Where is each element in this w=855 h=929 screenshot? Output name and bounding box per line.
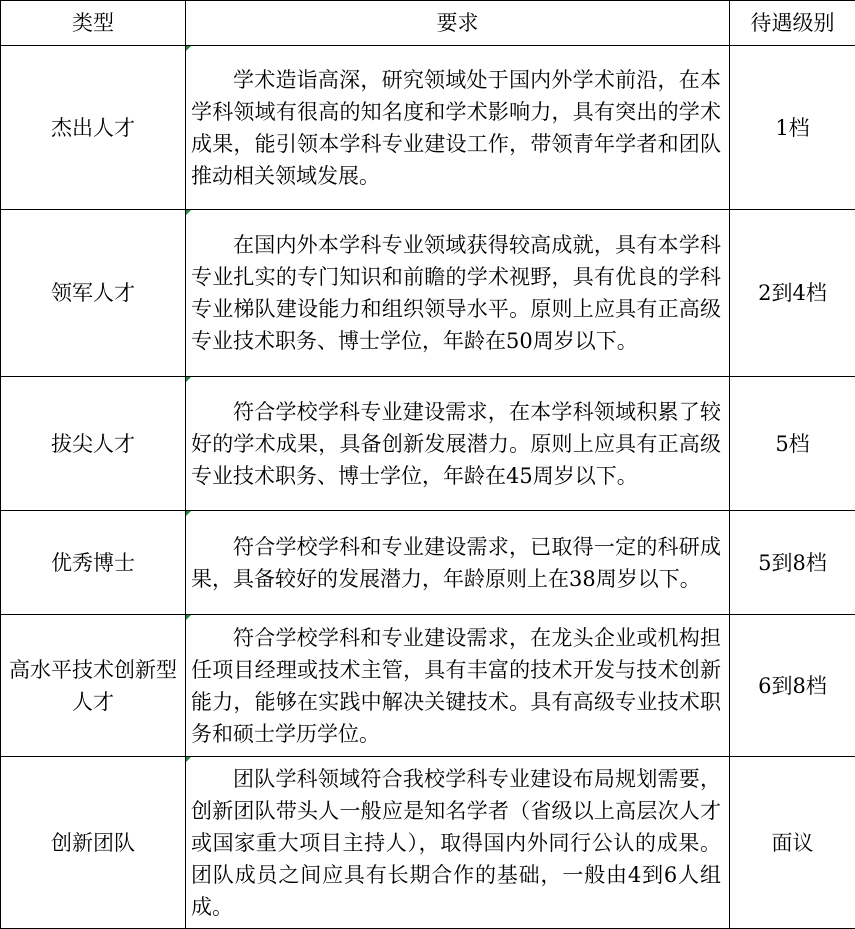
header-level: 待遇级别	[730, 1, 855, 46]
row-type: 优秀博士	[1, 511, 186, 615]
row-requirement: 符合学校学科和专业建设需求，已取得一定的科研成果，具备较好的发展潜力，年龄原则上在38周岁以下。	[186, 511, 730, 615]
row-level: 6到8档	[730, 615, 855, 757]
row-type: 拔尖人才	[1, 377, 186, 511]
table-row	[1, 511, 855, 615]
row-type: 杰出人才	[1, 46, 186, 210]
header-requirement: 要求	[186, 1, 730, 46]
row-requirement: 团队学科领域符合我校学科专业建设布局规划需要，创新团队带头人一般应是知名学者（省级以上高层次人才或国家重大项目主持人），取得国内外同行公认的成果。团队成员之间应具有长期合作的基础，一般由4到6人组成。	[186, 757, 730, 929]
row-requirement: 在国内外本学科专业领域获得较高成就，具有本学科专业扎实的专门知识和前瞻的学术视野，具有优良的学科专业梯队建设能力和组织领导水平。原则上应具有正高级专业技术职务、博士学位，年龄在50周岁以下。	[186, 210, 730, 377]
row-level: 面议	[730, 757, 855, 929]
table-row	[1, 615, 855, 757]
table-row	[1, 210, 855, 377]
table-row	[1, 46, 855, 210]
row-requirement: 符合学校学科专业建设需求，在本学科领域积累了较好的学术成果，具备创新发展潜力。原则上应具有正高级专业技术职务、博士学位，年龄在45周岁以下。	[186, 377, 730, 511]
row-type: 创新团队	[1, 757, 186, 929]
row-level: 2到4档	[730, 210, 855, 377]
row-requirement: 学术造诣高深，研究领域处于国内外学术前沿，在本学科领域有很高的知名度和学术影响力，具有突出的学术成果，能引领本学科专业建设工作，带领青年学者和团队推动相关领域发展。	[186, 46, 730, 210]
row-level: 5到8档	[730, 511, 855, 615]
row-level: 5档	[730, 377, 855, 511]
table-row	[1, 757, 855, 929]
row-type: 高水平技术创新型人才	[1, 615, 186, 757]
row-type: 领军人才	[1, 210, 186, 377]
header-type: 类型	[1, 1, 186, 46]
header-row	[1, 1, 855, 46]
row-level: 1档	[730, 46, 855, 210]
row-requirement: 符合学校学科和专业建设需求，在龙头企业或机构担任项目经理或技术主管，具有丰富的技术开发与技术创新能力，能够在实践中解决关键技术。具有高级专业技术职务和硕士学历学位。	[186, 615, 730, 757]
table-row	[1, 377, 855, 511]
